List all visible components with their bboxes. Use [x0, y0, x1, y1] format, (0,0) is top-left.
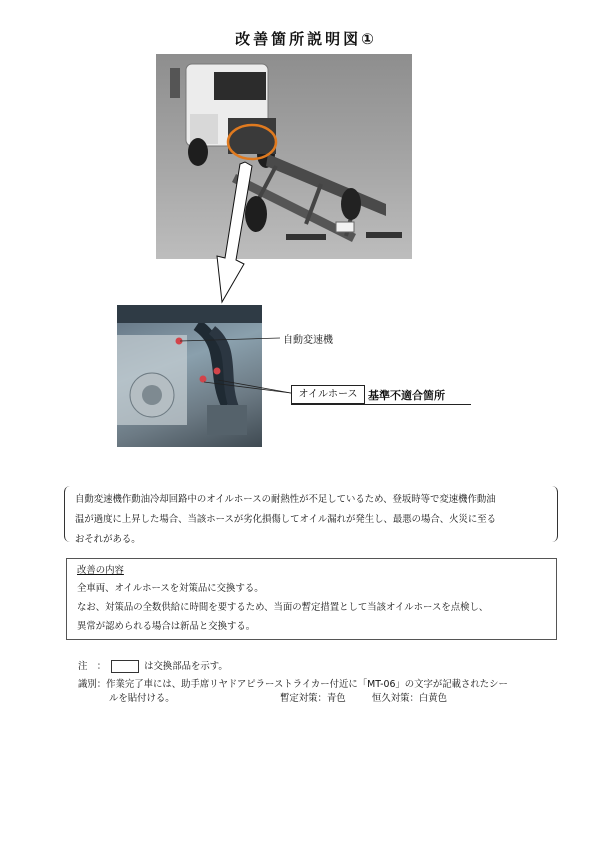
truck-chassis-photo	[156, 54, 412, 259]
improvement-box	[66, 558, 557, 640]
description-line: 温が過度に上昇した場合、当該ホースが劣化損傷してオイル漏れが発生し、最悪の場合、火災に至る	[75, 514, 496, 525]
note-line	[78, 660, 228, 674]
replacement-part-swatch	[111, 660, 139, 673]
oil-hose-label-box: オイルホース	[291, 385, 365, 404]
permanent-measure-color: 恒久対策：白黄色	[372, 693, 448, 704]
identification-line-2: ルを貼付ける。	[109, 693, 175, 704]
identification-text: 作業完了車には、助手席リヤドアピラーストライカー付近に「MT-06」の文字が記載されたシー	[106, 679, 508, 690]
improvement-line: 全車両、オイルホースを対策品に交換する。	[77, 583, 264, 594]
improvement-line: 異常が認められる場合は新品と交換する。	[77, 621, 256, 632]
note-text: は交換部品を示す。	[144, 661, 228, 672]
nonconforming-label: 基準不適合箇所	[368, 389, 445, 402]
improvement-heading: 改善の内容	[77, 565, 124, 576]
defect-description	[64, 486, 558, 545]
pointer-arrow	[200, 160, 270, 310]
identification-label: 識別：	[78, 679, 107, 690]
truck-chassis-illustration	[156, 54, 412, 259]
page-title: 改善箇所説明図①	[235, 30, 377, 48]
identification-line-1	[78, 678, 508, 692]
description-line: おそれがある。	[75, 534, 141, 545]
improvement-line: なお、対策品の全数供給に時間を要するため、当面の暫定措置として当該オイルホースを点検し、	[77, 602, 489, 613]
transmission-label: 自動変速機	[283, 335, 333, 346]
leader-lines	[170, 330, 300, 400]
description-line: 自動変速機作動油冷却回路中のオイルホースの耐熱性が不足しているため、登坂時等で変速機作動油	[75, 494, 496, 505]
label-underline	[291, 404, 471, 405]
temporary-measure-color: 暫定対策：青色	[280, 693, 346, 704]
note-label: 注 ：	[78, 661, 107, 672]
